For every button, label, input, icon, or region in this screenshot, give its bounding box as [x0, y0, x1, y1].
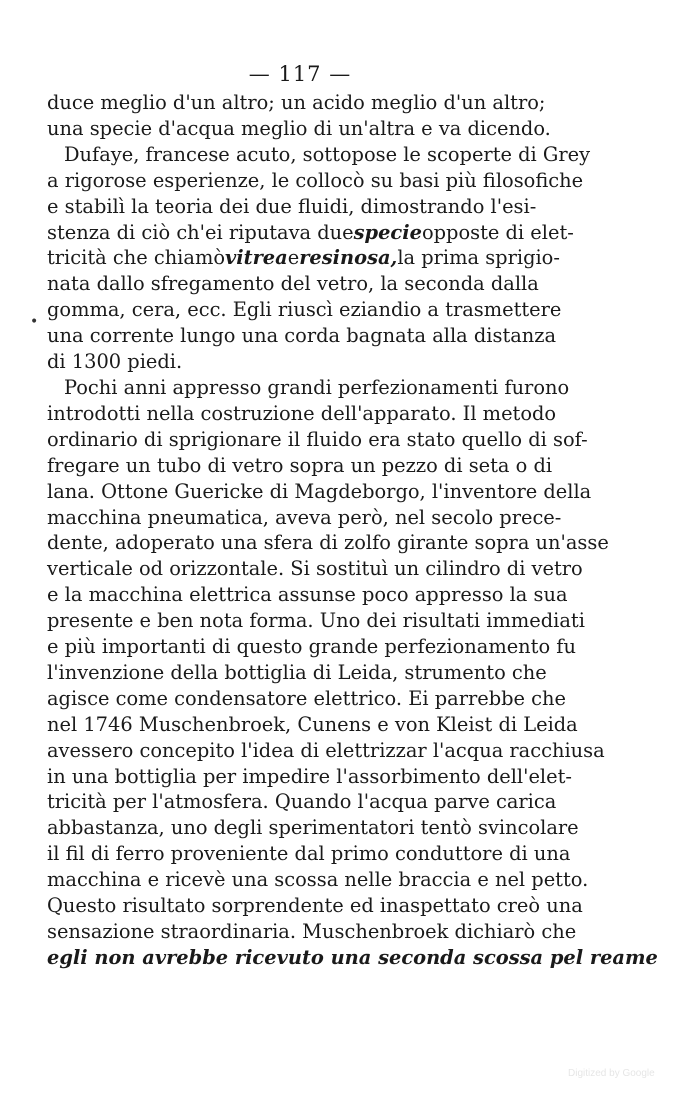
text-line: e stabilì la teoria dei due fluidi, dimostrando l'esi-	[47, 194, 537, 218]
text-run: tricità che chiamò	[47, 246, 225, 270]
text-line	[47, 245, 560, 271]
text-line: fregare un tubo di vetro sopra un pezzo di seta o di	[47, 453, 553, 477]
emphasis-specie: specie	[353, 220, 422, 244]
text-line: in una bottiglia per impedire l'assorbimento dell'elet-	[47, 764, 572, 788]
text-line: agisce come condensatore elettrico. Ei parrebbe che	[47, 686, 566, 710]
text-line: macchina e ricevè una scossa nelle braccia e nel petto.	[47, 868, 589, 892]
paragraph-first-line: Pochi anni appresso grandi perfezionamenti furono	[64, 375, 570, 399]
text-line: l'invenzione della bottiglia di Leida, strumento che	[47, 660, 547, 684]
text-line: il fil di ferro proveniente dal primo conduttore di una	[47, 842, 571, 866]
text-line: Questo risultato sorprendente ed inaspettato creò una	[47, 894, 583, 918]
text-line: e la macchina elettrica assunse poco appresso la sua	[47, 583, 568, 607]
page-number: — 117 —	[248, 62, 352, 86]
emphasis-line: egli non avrebbe ricevuto una seconda scossa pel reame	[47, 945, 658, 969]
text-line: introdotti nella costruzione dell'apparato. Il metodo	[47, 401, 557, 425]
text-line: abbastanza, uno degli sperimentatori tentò svincolare	[47, 816, 579, 840]
text-line	[47, 220, 574, 246]
text-run: e	[287, 246, 300, 270]
text-line: macchina pneumatica, aveva però, nel secolo prece-	[47, 505, 562, 529]
text-line: nata dallo sfregamento del vetro, la seconda dalla	[47, 272, 539, 296]
text-line: una corrente lungo una corda bagnata alla distanza	[47, 324, 557, 348]
text-run: opposte di elet-	[421, 220, 574, 244]
text-run: la prima sprigio-	[397, 246, 560, 270]
emphasis-vitrea: vitrea	[225, 246, 288, 270]
emphasis-resinosa: resinosa,	[299, 246, 398, 270]
text-line: gomma, cera, ecc. Egli riuscì eziandio a trasmettere	[47, 298, 562, 322]
text-line: a rigorose esperienze, le collocò su basi più filosofiche	[47, 168, 584, 192]
text-line: tricità per l'atmosfera. Quando l'acqua parve carica	[47, 790, 557, 814]
paragraph-end-line: di 1300 piedi.	[47, 350, 183, 374]
text-line: nel 1746 Muschenbroek, Cunens e von Kleist di Leida	[47, 712, 578, 736]
text-line: sensazione straordinaria. Muschenbroek dichiarò che	[47, 920, 577, 943]
paragraph-end-line: una specie d'acqua meglio di un'altra e va dicendo.	[47, 116, 551, 140]
text-line: duce meglio d'un altro; un acido meglio d'un altro;	[47, 91, 546, 114]
body-text	[47, 90, 658, 971]
text-line: ordinario di sprigionare il fluido era stato quello di sof-	[47, 427, 588, 451]
text-line: presente e ben nota forma. Uno dei risultati immediati	[47, 609, 585, 633]
stray-ink-mark: •	[30, 314, 39, 330]
text-line: lana. Ottone Guericke di Magdeborgo, l'inventore della	[47, 479, 592, 503]
paragraph-first-line: Dufaye, francese acuto, sottopose le scoperte di Grey	[64, 142, 591, 166]
text-run: stenza di ciò ch'ei riputava due	[47, 220, 354, 244]
text-line: avessero concepito l'idea di elettrizzar l'acqua racchiusa	[47, 738, 605, 762]
text-line: e più importanti di questo grande perfezionamento fu	[47, 635, 576, 659]
text-line: dente, adoperato una sfera di zolfo girante sopra un'asse	[47, 531, 609, 555]
digitization-watermark: Digitized by Google	[568, 1068, 655, 1079]
text-line: verticale od orizzontale. Si sostituì un cilindro di vetro	[47, 557, 583, 581]
